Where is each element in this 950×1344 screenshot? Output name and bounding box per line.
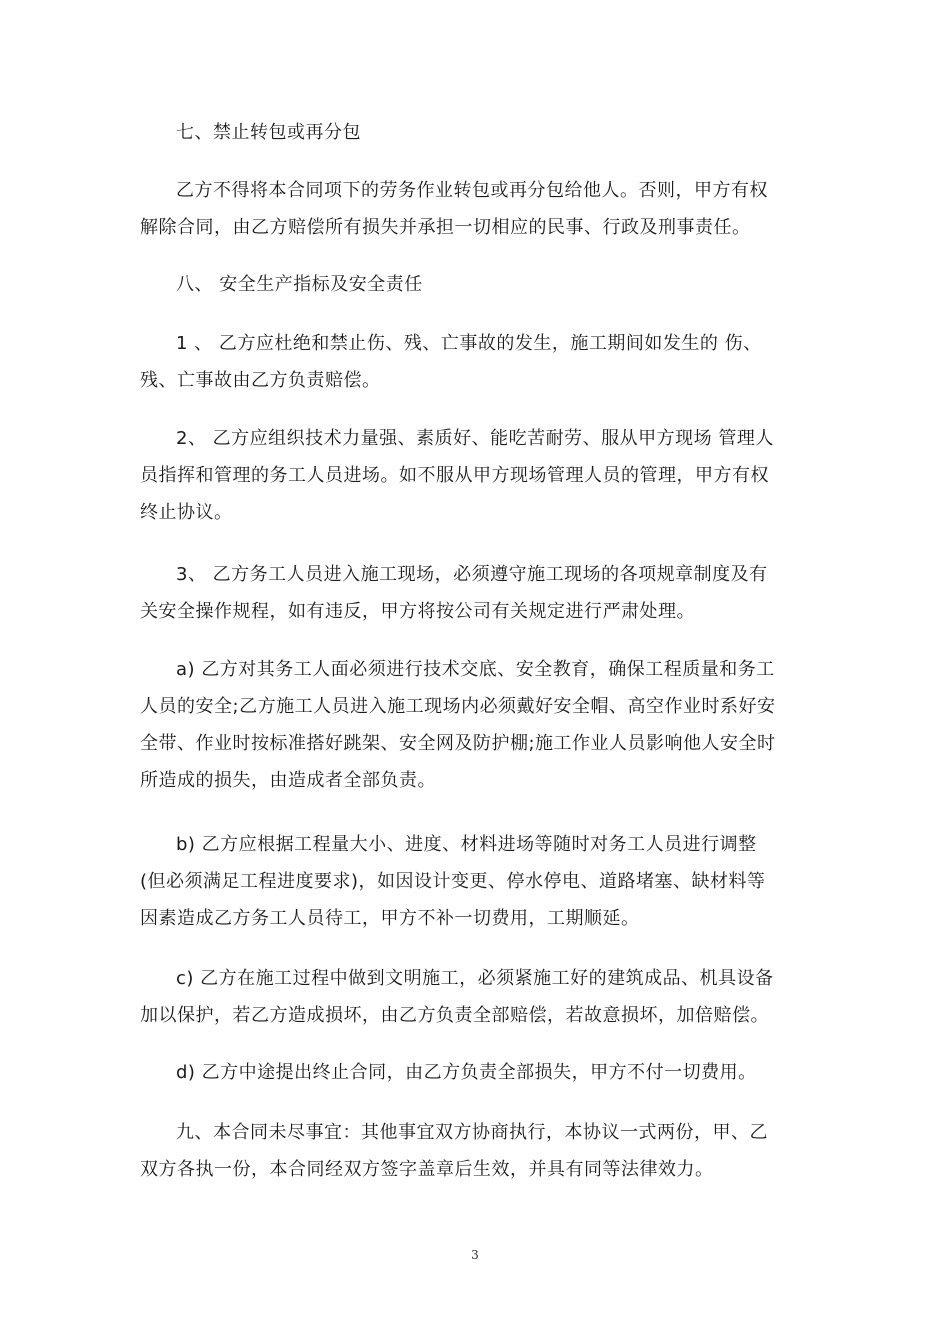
page-number: 3 (471, 1248, 479, 1262)
text-line: 加以保护，若乙方造成损坏，由乙方负责全部赔偿，若故意损坏，加倍赔偿。 (140, 1005, 769, 1026)
text-line: 关安全操作规程，如有违反，甲方将按公司有关规定进行严肃处理。 (140, 601, 695, 622)
text-line: a) 乙方对其务工人面必须进行技术交底、安全教育，确保工程质量和务工 (176, 659, 775, 680)
text-line: 八、 安全生产指标及安全责任 (176, 274, 423, 295)
text-line: 员指挥和管理的务工人员进场。如不服从甲方现场管理人员的管理，甲方有权 (140, 465, 769, 486)
text-line: b) 乙方应根据工程量大小、进度、材料进场等随时对务工人员进行调整 (176, 834, 757, 855)
text-line: 人员的安全;乙方施工人员进入施工现场内必须戴好安全帽、高空作业时系好安 (140, 696, 776, 717)
text-line: 终止协议。 (140, 502, 233, 523)
text-line: 解除合同，由乙方赔偿所有损失并承担一切相应的民事、行政及刑事责任。 (140, 217, 751, 238)
text-line: 2、 乙方应组织技术力量强、素质好、能吃苦耐劳、服从甲方现场 管理人 (176, 428, 774, 449)
text-line: 双方各执一份，本合同经双方签字盖章后生效，并具有同等法律效力。 (140, 1159, 714, 1180)
section-heading-8 (140, 266, 800, 303)
clause-3b (140, 826, 800, 937)
text-line: 残、亡事故由乙方负责赔偿。 (140, 370, 381, 391)
paragraph-subcontract-ban (140, 172, 800, 246)
text-line: 因素造成乙方务工人员待工，甲方不补一切费用，工期顺延。 (140, 908, 640, 929)
text-line: 乙方不得将本合同项下的劳务作业转包或再分包给他人。否则，甲方有权 (176, 180, 768, 201)
text-line: 所造成的损失，由造成者全部负责。 (140, 770, 436, 791)
text-line: 1 、 乙方应杜绝和禁止伤、残、亡事故的发生，施工期间如发生的 伤、 (176, 333, 762, 354)
text-line: 3、 乙方务工人员进入施工现场，必须遵守施工现场的各项规章制度及有 (176, 564, 768, 585)
text-line: 九、本合同未尽事宜：其他事宜双方协商执行，本协议一式两份，甲、乙 (176, 1122, 768, 1143)
text-line: c) 乙方在施工过程中做到文明施工，必须紧施工好的建筑成品、机具设备 (176, 968, 774, 989)
text-line: 七、禁止转包或再分包 (176, 122, 361, 143)
clause-1 (140, 325, 800, 399)
text-line: d) 乙方中途提出终止合同，由乙方负责全部损失，甲方不付一切费用。 (176, 1062, 757, 1083)
clause-2 (140, 420, 800, 531)
clause-3a (140, 651, 800, 799)
clause-3 (140, 556, 800, 630)
section-9 (140, 1114, 800, 1188)
clause-3d (140, 1054, 800, 1091)
text-line: 全带、作业时按标准搭好跳架、安全网及防护棚;施工作业人员影响他人安全时 (140, 733, 776, 754)
section-heading-7 (140, 114, 800, 151)
text-line: (但必须满足工程进度要求)，如因设计变更、停水停电、道路堵塞、缺材料等 (140, 871, 766, 892)
clause-3c (140, 960, 800, 1034)
